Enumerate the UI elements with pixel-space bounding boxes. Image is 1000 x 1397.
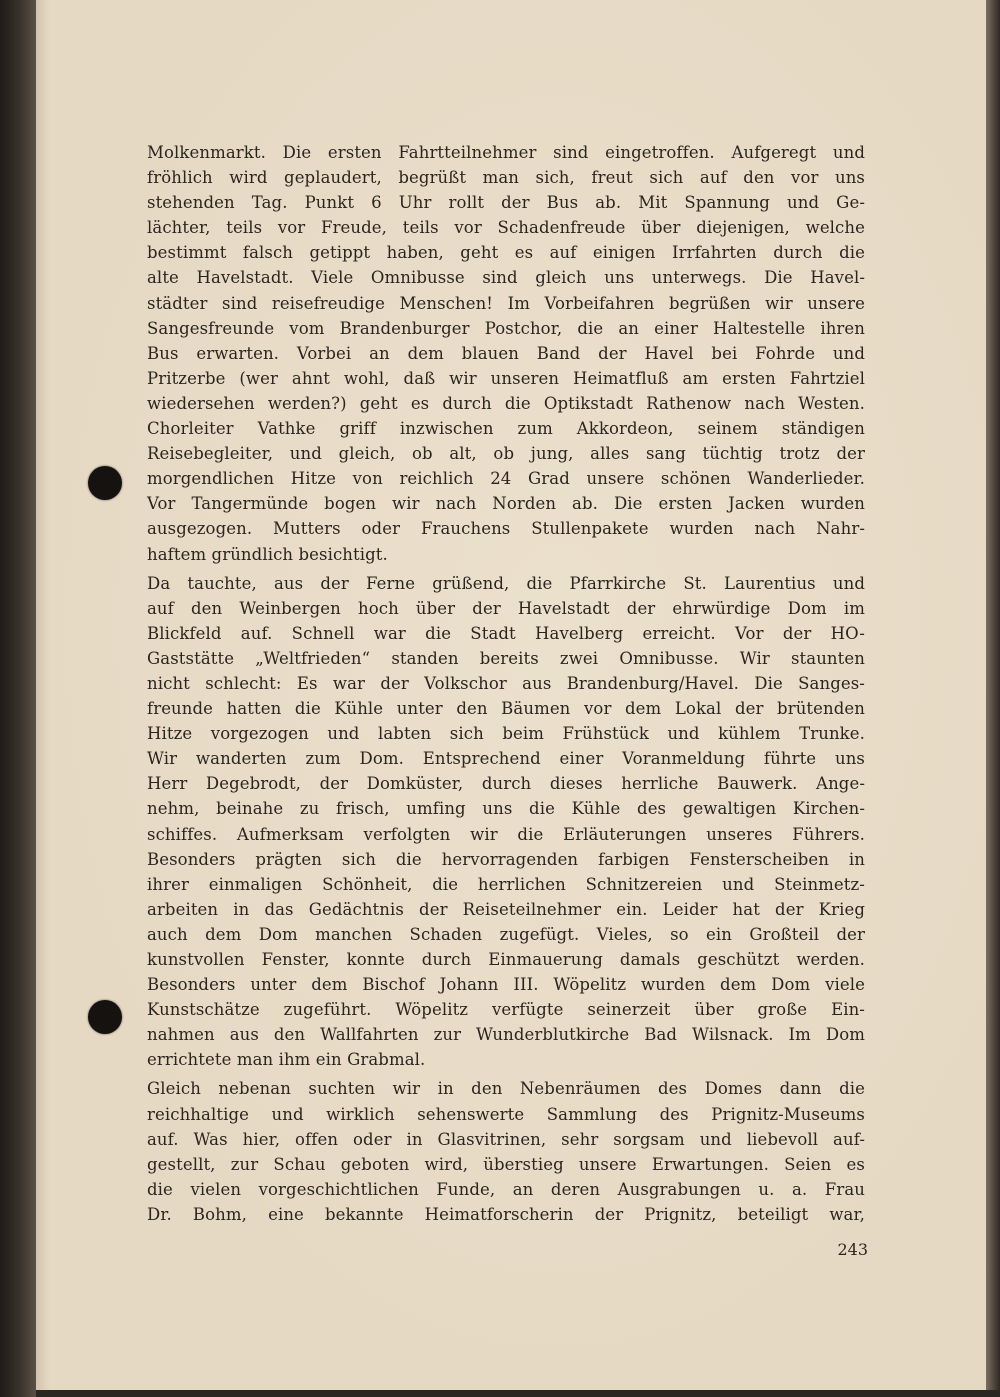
text-line: nahmen aus den Wallfahrten zur Wunderblutkirche Bad Wilsnack. Im Dom	[147, 1025, 865, 1045]
text-line: errichtete man ihm ein Grabmal.	[147, 1050, 426, 1070]
text-line: Kunstschätze zugeführt. Wöpelitz verfügte seinerzeit über große Ein-	[147, 1000, 865, 1020]
book-spine	[0, 0, 36, 1397]
text-line: ihrer einmaligen Schönheit, die herrlichen Schnitzereien und Steinmetz-	[147, 874, 865, 894]
text-line: morgendlichen Hitze von reichlich 24 Grad unsere schönen Wanderlieder.	[147, 469, 865, 489]
text-line: Hitze vorgezogen und labten sich beim Frühstück und kühlem Trunke.	[147, 724, 865, 744]
text-line: haftem gründlich besichtigt.	[147, 544, 388, 564]
text-line: Pritzerbe (wer ahnt wohl, daß wir unseren Heimatfluß am ersten Fahrtziel	[147, 368, 865, 388]
text-line: Bus erwarten. Vorbei an dem blauen Band der Havel bei Fohrde und	[147, 343, 865, 363]
binder-hole-top	[88, 466, 122, 500]
text-line: bestimmt falsch getippt haben, geht es auf einigen Irrfahrten durch die	[147, 243, 865, 263]
text-line: auch dem Dom manchen Schaden zugefügt. Vieles, so ein Großteil der	[147, 924, 865, 944]
text-line: Wir wanderten zum Dom. Entsprechend einer Voranmeldung führte uns	[147, 749, 865, 769]
text-line: Gleich nebenan suchten wir in den Nebenräumen des Domes dann die	[147, 1079, 865, 1099]
text-line: arbeiten in das Gedächtnis der Reiseteilnehmer ein. Leider hat der Krieg	[147, 899, 865, 919]
text-line: städter sind reisefreudige Menschen! Im Vorbeifahren begrüßen wir unsere	[147, 293, 865, 313]
text-line: Chorleiter Vathke griff inzwischen zum Akkordeon, seinem ständigen	[147, 419, 865, 439]
body-text	[147, 140, 865, 1231]
text-line: ausgezogen. Mutters oder Frauchens Stullenpakete wurden nach Nahr-	[147, 519, 865, 539]
page-edge	[986, 0, 1000, 1397]
text-line: Herr Degebrodt, der Domküster, durch dieses herrliche Bauwerk. Ange-	[147, 774, 865, 794]
text-line: reichhaltige und wirklich sehenswerte Sammlung des Prignitz-Museums	[147, 1104, 865, 1124]
text-line: nehm, beinahe zu frisch, umfing uns die Kühle des gewaltigen Kirchen-	[147, 799, 865, 819]
text-line: auf den Weinbergen hoch über der Havelstadt der ehrwürdige Dom im	[147, 598, 865, 618]
paragraph	[147, 1076, 865, 1227]
text-line: Da tauchte, aus der Ferne grüßend, die Pfarrkirche St. Laurentius und	[147, 573, 865, 593]
text-line: lächter, teils vor Freude, teils vor Schadenfreude über diejenigen, welche	[147, 218, 865, 238]
text-line: Dr. Bohm, eine bekannte Heimatforscherin der Prignitz, beteiligt war,	[147, 1204, 865, 1224]
page-number: 243	[837, 1240, 868, 1259]
page-bottom-edge	[36, 1390, 1000, 1397]
text-line: Besonders unter dem Bischof Johann III. Wöpelitz wurden dem Dom viele	[147, 975, 865, 995]
binder-hole-bottom	[88, 1000, 122, 1034]
text-line: Vor Tangermünde bogen wir nach Norden ab. Die ersten Jacken wurden	[147, 494, 865, 514]
text-line: schiffes. Aufmerksam verfolgten wir die Erläuterungen unseres Führers.	[147, 824, 865, 844]
paragraph	[147, 571, 865, 1073]
text-line: freunde hatten die Kühle unter den Bäumen vor dem Lokal der brütenden	[147, 699, 865, 719]
text-line: Reisebegleiter, und gleich, ob alt, ob jung, alles sang tüchtig trotz der	[147, 444, 865, 464]
text-line: Blickfeld auf. Schnell war die Stadt Havelberg erreicht. Vor der HO-	[147, 623, 865, 643]
text-line: die vielen vorgeschichtlichen Funde, an deren Ausgrabungen u. a. Frau	[147, 1179, 865, 1199]
paragraph	[147, 140, 865, 567]
text-line: gestellt, zur Schau geboten wird, überstieg unsere Erwartungen. Seien es	[147, 1154, 865, 1174]
text-line: fröhlich wird geplaudert, begrüßt man sich, freut sich auf den vor uns	[147, 168, 865, 188]
text-line: kunstvollen Fenster, konnte durch Einmauerung damals geschützt werden.	[147, 950, 865, 969]
text-line: wiedersehen werden?) geht es durch die Optikstadt Rathenow nach Westen.	[147, 393, 865, 413]
text-line: Gaststätte „Weltfrieden“ standen bereits zwei Omnibusse. Wir staunten	[147, 648, 865, 668]
text-line: alte Havelstadt. Viele Omnibusse sind gleich uns unterwegs. Die Havel-	[147, 268, 865, 288]
text-line: nicht schlecht: Es war der Volkschor aus Brandenburg/Havel. Die Sanges-	[147, 673, 865, 693]
text-line: Besonders prägten sich die hervorragenden farbigen Fensterscheiben in	[147, 849, 865, 869]
text-line: Sangesfreunde vom Brandenburger Postchor, die an einer Haltestelle ihren	[147, 318, 865, 338]
text-line: stehenden Tag. Punkt 6 Uhr rollt der Bus ab. Mit Spannung und Ge-	[147, 193, 865, 213]
text-line: auf. Was hier, offen oder in Glasvitrinen, sehr sorgsam und liebevoll auf-	[147, 1129, 865, 1149]
text-line: Molkenmarkt. Die ersten Fahrtteilnehmer sind eingetroffen. Aufgeregt und	[147, 143, 865, 162]
